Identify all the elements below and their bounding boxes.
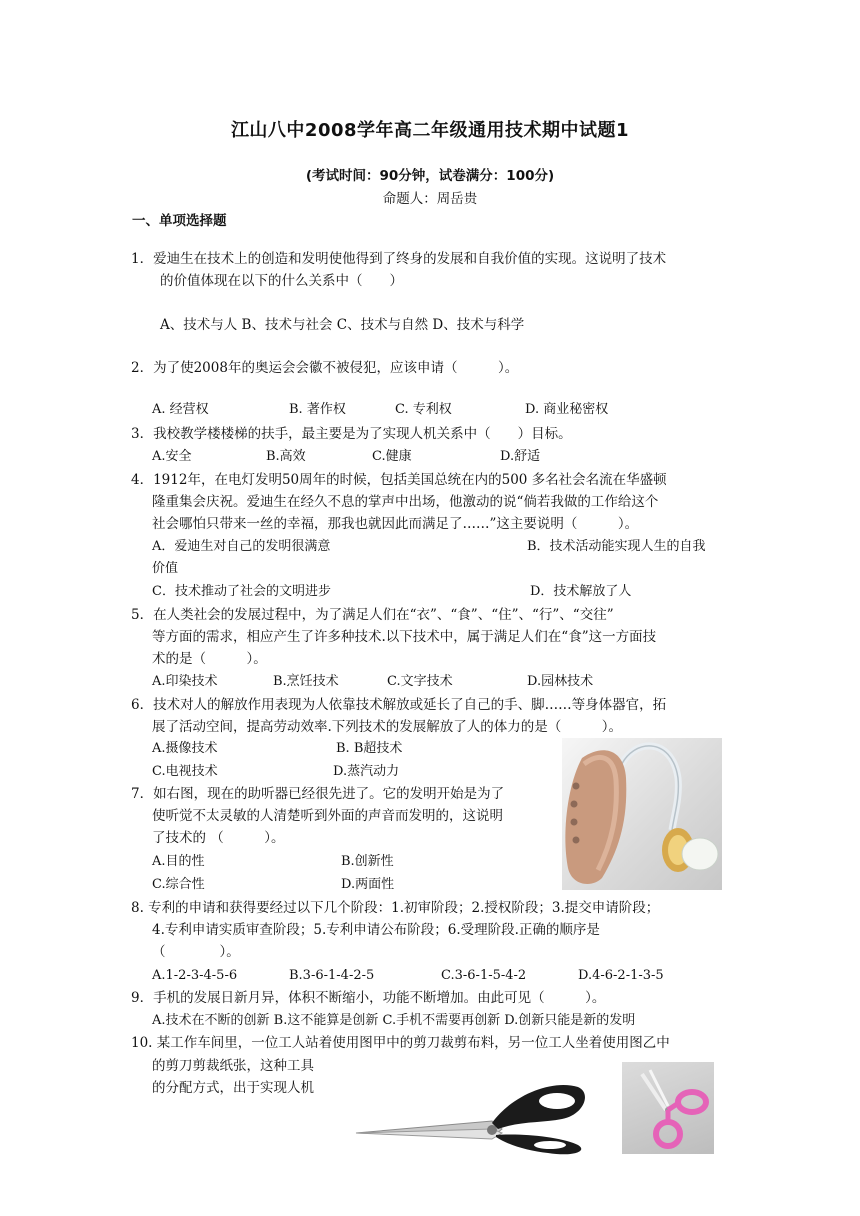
option-b: B. 著作权 [289, 402, 346, 417]
option-c: C.文字技术 [387, 674, 453, 689]
option-c: C.3-6-1-5-4-2 [441, 968, 527, 983]
pink-scissors-illustration [622, 1062, 714, 1154]
page-title: 江山八中2008学年高二年级通用技术期中试题1 [230, 120, 630, 141]
option-b: B.烹饪技术 [273, 674, 339, 689]
option-d: D.园林技术 [527, 674, 594, 689]
option-b: B.创新性 [341, 854, 394, 869]
option-b-continued: 价值 [152, 561, 179, 576]
option-a: A.印染技术 [152, 674, 218, 689]
option-b: B. B超技术 [336, 741, 403, 756]
option-a: A.1-2-3-4-5-6 [152, 968, 238, 983]
option-b: B.3-6-1-4-2-5 [289, 968, 375, 983]
large-scissors-illustration [352, 1075, 592, 1157]
question-5-text: 5．在人类社会的发展过程中，为了满足人们在“衣”、“食”、“住”、“行”、“交往” [131, 607, 614, 623]
option-c: C．技术推动了社会的文明进步 [152, 584, 331, 599]
option-c: C. 专利权 [395, 402, 452, 417]
question-4-text: 4．1912年，在电灯发明50周年的时候，包括美国总统在内的500 多名社会名流在华盛顿 [131, 472, 667, 488]
hearing-aid-image [562, 738, 722, 890]
question-2-text: 2．为了使2008年的奥运会会徽不被侵犯，应该申请（ ）。 [131, 360, 519, 376]
question-5-text: 等方面的需求，相应产生了许多种技术.以下技术中，属于满足人们在“食”这一方面技 [152, 629, 657, 645]
option-a: A.目的性 [152, 854, 205, 869]
exam-info: (考试时间：90分钟，试卷满分：100分) [305, 168, 555, 184]
large-scissors-image [352, 1075, 592, 1157]
option-a: A.安全 [152, 449, 192, 464]
question-7-text: 了技术的 （ ）。 [152, 830, 285, 846]
question-8-text: 8. 专利的申请和获得要经过以下几个阶段：1.初审阶段；2.授权阶段；3.提交申请阶段； [131, 900, 660, 916]
question-9-options: A.技术在不断的创新 B.这不能算是创新 C.手机不需要再创新 D.创新只能是新的发明 [152, 1013, 636, 1028]
hearing-aid-illustration [562, 738, 722, 890]
option-a: A．爱迪生对自己的发明很满意 [152, 539, 331, 554]
question-9-text: 9．手机的发展日新月异，体积不断缩小，功能不断增加。由此可见（ ）。 [131, 990, 606, 1006]
question-3-text: 3．我校教学楼楼梯的扶手，最主要是为了实现人机关系中（ ）目标。 [131, 426, 572, 442]
option-b: B.高效 [266, 449, 306, 464]
option-c: C.健康 [372, 449, 412, 464]
question-10-text: 的分配方式，出于实现人机 [152, 1080, 314, 1096]
option-a: A.摄像技术 [152, 741, 218, 756]
question-1-text: 的价值体现在以下的什么关系中（ ） [160, 273, 403, 289]
pink-scissors-image [622, 1062, 714, 1154]
question-10-text: 10. 某工作车间里，一位工人站着使用图甲中的剪刀裁剪布料，另一位工人坐着使用图乙中 [131, 1035, 670, 1051]
option-c: C.综合性 [152, 877, 205, 892]
question-4-text: 社会哪怕只带来一丝的幸福，那我也就因此而满足了……”这主要说明（ ）。 [152, 516, 639, 532]
section-heading: 一、单项选择题 [132, 213, 227, 229]
option-d: D．技术解放了人 [530, 584, 632, 599]
question-6-text: 展了活动空间，提高劳动效率.下列技术的发展解放了人的体力的是（ ）。 [152, 719, 623, 735]
question-5-text: 术的是（ ）。 [152, 651, 267, 667]
question-1-options: A、技术与人 B、技术与社会 C、技术与自然 D、技术与科学 [160, 317, 525, 333]
option-a: A. 经营权 [152, 402, 209, 417]
question-6-text: 6．技术对人的解放作用表现为人依靠技术解放或延长了自己的手、脚……等身体器官，拓 [131, 697, 667, 713]
option-d: D.两面性 [341, 877, 395, 892]
option-d: D.4-6-2-1-3-5 [578, 968, 664, 983]
option-d: D.舒适 [500, 449, 541, 464]
question-7-text: 使听觉不太灵敏的人清楚听到外面的声音而发明的，这说明 [152, 808, 503, 824]
option-d: D.蒸汽动力 [333, 764, 400, 779]
question-4-text: 隆重集会庆祝。爱迪生在经久不息的掌声中出场，他激动的说“倘若我做的工作给这个 [152, 494, 659, 510]
option-b: B．技术活动能实现人生的自我 [527, 539, 706, 554]
question-8-text: 4.专利申请实质审查阶段；5.专利申请公布阶段；6.受理阶段.正确的顺序是 [152, 922, 600, 938]
question-1-text: 1．爱迪生在技术上的创造和发明使他得到了终身的发展和自我价值的实现。这说明了技术 [131, 251, 667, 267]
author-line: 命题人：周岳贵 [382, 191, 478, 207]
option-c: C.电视技术 [152, 764, 218, 779]
question-10-text: 的剪刀剪裁纸张，这种工具 [152, 1058, 314, 1074]
question-8-text: （ ）。 [152, 944, 240, 960]
option-d: D. 商业秘密权 [525, 402, 609, 417]
question-7-text: 7．如右图，现在的助听器已经很先进了。它的发明开始是为了 [131, 786, 505, 802]
